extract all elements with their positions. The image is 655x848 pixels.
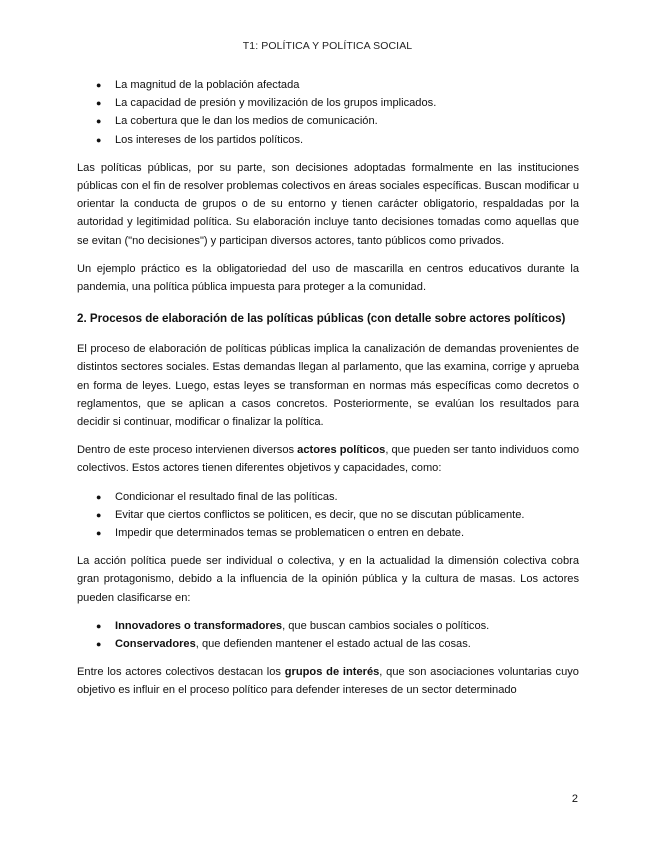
bold-term: grupos de interés [284, 666, 380, 679]
bold-term: actores políticos [297, 444, 386, 457]
bullet-list-actor-types [77, 617, 579, 653]
paragraph-actors: Dentro de este proceso intervienen diversos actores políticos, que pueden ser tanto individuos como colectivos. Estos actores tienen diferentes objetivos y capacidades, como: [77, 444, 579, 475]
list-item: ● Los intereses de los partidos políticos. [77, 131, 579, 149]
bullet-list-factors [77, 76, 579, 149]
list-item: ● Condicionar el resultado final de las políticas. [77, 488, 579, 506]
list-item: ● La capacidad de presión y movilización de los grupos implicados. [77, 94, 579, 112]
list-item: ● La magnitud de la población afectada [77, 76, 579, 94]
list-item: ● La cobertura que le dan los medios de comunicación. [77, 112, 579, 130]
paragraph-example: Un ejemplo práctico es la obligatoriedad del uso de mascarilla en centros educativos durante la pandemia, una política pública impuesta para proteger a la comunidad. [77, 262, 579, 294]
paragraph-public-policies: Las políticas públicas, por su parte, son decisiones adoptadas formalmente en las instituciones públicas con el fin de resolver problemas colectivos en áreas sociales específicas. Buscan modificar u orientar la conducta de grupos o de su entorno y tienen carácter obligatorio, respaldadas por la autoridad y legitimidad política. Su elaboración incluye tanto decisiones tomadas como aquellas que se evitan ("no decisiones") y participan diversos actores, tanto públicos como privados. [77, 161, 579, 247]
page-content [77, 76, 579, 700]
section-heading: 2. Procesos de elaboración de las políticas públicas (con detalle sobre actores políticos) [77, 312, 566, 326]
paragraph-political-action: La acción política puede ser individual o colectiva, y en la actualidad la dimensión colectiva cobra gran protagonismo, debido a la influencia de la opinión pública y la cultura de masas. Los actores pueden clasificarse en: [77, 555, 579, 604]
page-header: T1: POLÍTICA Y POLÍTICA SOCIAL [242, 40, 413, 52]
bullet-list-capacities [77, 488, 579, 543]
paragraph-process: El proceso de elaboración de políticas públicas implica la canalización de demandas provenientes de distintos sectores sociales. Estas demandas llegan al parlamento, que las examina, corrige y aprueba en forma de leyes. Luego, estas leyes se transforman en normas más específicas como decretos o reglamentos, que se aplican a casos concretos. Posteriormente, se evalúan los resultados para decidir si continuar, modificar o finalizar la política. [77, 343, 579, 429]
list-item: ● Conservadores, que defienden mantener el estado actual de las cosas. [77, 635, 579, 653]
list-item: ● Impedir que determinados temas se problematicen o entren en debate. [77, 524, 579, 542]
paragraph-interest-groups: Entre los actores colectivos destacan los grupos de interés, que son asociaciones voluntarias cuyo objetivo es influir en el proceso político para defender intereses de un sector determinado [77, 666, 579, 697]
page-number: 2 [571, 793, 578, 805]
list-item: ● Evitar que ciertos conflictos se politicen, es decir, que no se discutan públicamente. [77, 506, 579, 524]
list-item: ● Innovadores o transformadores, que buscan cambios sociales o políticos. [77, 617, 579, 635]
